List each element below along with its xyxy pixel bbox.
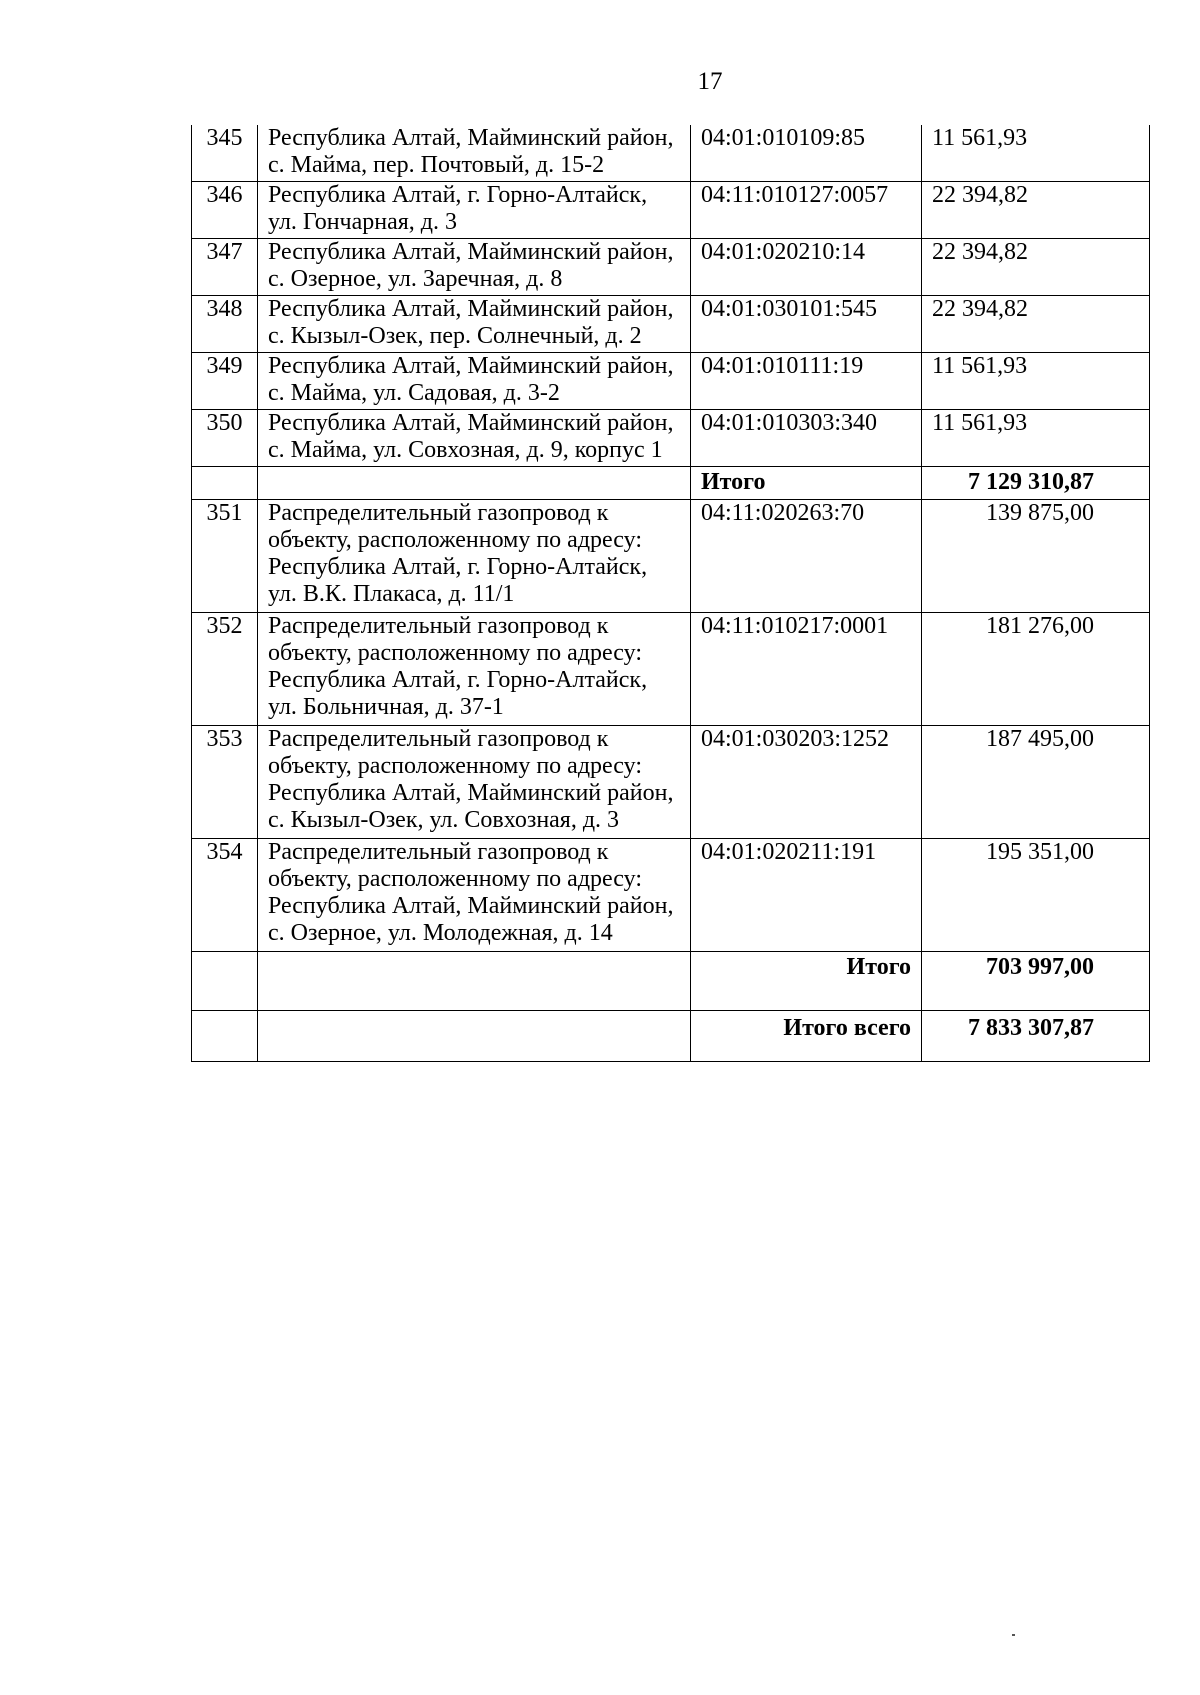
table-row (192, 613, 1150, 726)
row-address (258, 839, 691, 952)
row-amount: 22 394,82 (922, 239, 1150, 296)
row-cadastral-number: 04:01:030203:1252 (691, 726, 922, 839)
empty-cell (192, 952, 258, 1011)
row-number: 347 (192, 239, 258, 296)
address-line: Республика Алтай, Майминский район, (268, 893, 674, 919)
address-line: ул. Гончарная, д. 3 (268, 209, 457, 235)
row-number: 345 (192, 125, 258, 182)
row-cadastral-number: 04:01:030101:545 (691, 296, 922, 353)
address-line: Республика Алтай, Майминский район, (268, 125, 674, 151)
address-line: Республика Алтай, г. Горно-Алтайск, (268, 667, 648, 693)
address-line: Республика Алтай, Майминский район, (268, 780, 674, 806)
address-line: с. Майма, пер. Почтовый, д. 15-2 (268, 152, 605, 178)
row-amount: 11 561,93 (922, 410, 1150, 467)
subtotal-amount: 7 129 310,87 (922, 467, 1150, 500)
table-row (192, 125, 1150, 182)
row-amount: 11 561,93 (922, 125, 1150, 182)
address-line: с. Кызыл-Озек, пер. Солнечный, д. 2 (268, 323, 642, 349)
address-line: Республика Алтай, г. Горно-Алтайск, (268, 182, 648, 208)
grand-total-amount: 7 833 307,87 (922, 1011, 1150, 1062)
row-amount: 181 276,00 (922, 613, 1150, 726)
address-line: Распределительный газопровод к (268, 839, 609, 865)
address-line: Республика Алтай, Майминский район, (268, 296, 674, 322)
address-line: Республика Алтай, г. Горно-Алтайск, (268, 554, 648, 580)
scan-speck (1012, 1634, 1015, 1636)
table-row (192, 239, 1150, 296)
address-line: Распределительный газопровод к (268, 500, 609, 526)
table-row (192, 296, 1150, 353)
subtotal-label: Итого (691, 467, 922, 500)
row-cadastral-number: 04:01:010109:85 (691, 125, 922, 182)
row-address (258, 239, 691, 296)
row-number: 354 (192, 839, 258, 952)
row-cadastral-number: 04:01:010303:340 (691, 410, 922, 467)
address-line: с. Майма, ул. Садовая, д. 3-2 (268, 380, 560, 406)
row-address (258, 500, 691, 613)
subtotal-label: Итого (691, 952, 922, 1011)
table-row (192, 726, 1150, 839)
page-number: 17 (697, 68, 723, 95)
address-line: ул. Больничная, д. 37-1 (268, 694, 504, 720)
empty-cell (258, 467, 691, 500)
table-row (192, 839, 1150, 952)
row-amount: 22 394,82 (922, 296, 1150, 353)
address-line: Распределительный газопровод к (268, 726, 609, 752)
address-line: Республика Алтай, Майминский район, (268, 239, 674, 265)
row-cadastral-number: 04:01:010111:19 (691, 353, 922, 410)
row-address (258, 353, 691, 410)
row-number: 346 (192, 182, 258, 239)
address-line: Республика Алтай, Майминский район, (268, 410, 674, 436)
subtotal-amount: 703 997,00 (922, 952, 1150, 1011)
row-address (258, 296, 691, 353)
empty-cell (192, 1011, 258, 1062)
row-number: 351 (192, 500, 258, 613)
address-line: Республика Алтай, Майминский район, (268, 353, 674, 379)
grand-total-row (192, 1011, 1150, 1062)
row-amount: 195 351,00 (922, 839, 1150, 952)
row-cadastral-number: 04:01:020211:191 (691, 839, 922, 952)
row-amount: 139 875,00 (922, 500, 1150, 613)
table-row (192, 500, 1150, 613)
subtotal-row (192, 952, 1150, 1011)
row-amount: 22 394,82 (922, 182, 1150, 239)
row-address (258, 613, 691, 726)
row-cadastral-number: 04:11:010217:0001 (691, 613, 922, 726)
address-line: с. Озерное, ул. Заречная, д. 8 (268, 266, 563, 292)
row-number: 349 (192, 353, 258, 410)
table-row (192, 182, 1150, 239)
grand-total-label: Итого всего (691, 1011, 922, 1062)
address-line: с. Кызыл-Озек, ул. Совхозная, д. 3 (268, 807, 620, 833)
address-line: ул. В.К. Плакаса, д. 11/1 (268, 581, 515, 607)
row-address (258, 182, 691, 239)
subtotal-row (192, 467, 1150, 500)
table-row (192, 353, 1150, 410)
row-amount: 187 495,00 (922, 726, 1150, 839)
address-line: с. Озерное, ул. Молодежная, д. 14 (268, 920, 613, 946)
address-line: объекту, расположенному по адресу: (268, 527, 642, 553)
row-cadastral-number: 04:11:010127:0057 (691, 182, 922, 239)
address-line: Распределительный газопровод к (268, 613, 609, 639)
empty-cell (258, 952, 691, 1011)
row-cadastral-number: 04:01:020210:14 (691, 239, 922, 296)
row-number: 348 (192, 296, 258, 353)
row-address (258, 410, 691, 467)
row-amount: 11 561,93 (922, 353, 1150, 410)
row-address (258, 726, 691, 839)
table-row (192, 410, 1150, 467)
property-table (191, 125, 1150, 1062)
empty-cell (192, 467, 258, 500)
row-number: 352 (192, 613, 258, 726)
address-line: с. Майма, ул. Совхозная, д. 9, корпус 1 (268, 437, 663, 463)
address-line: объекту, расположенному по адресу: (268, 866, 642, 892)
row-address (258, 125, 691, 182)
row-number: 353 (192, 726, 258, 839)
empty-cell (258, 1011, 691, 1062)
row-cadastral-number: 04:11:020263:70 (691, 500, 922, 613)
row-number: 350 (192, 410, 258, 467)
address-line: объекту, расположенному по адресу: (268, 640, 642, 666)
address-line: объекту, расположенному по адресу: (268, 753, 642, 779)
